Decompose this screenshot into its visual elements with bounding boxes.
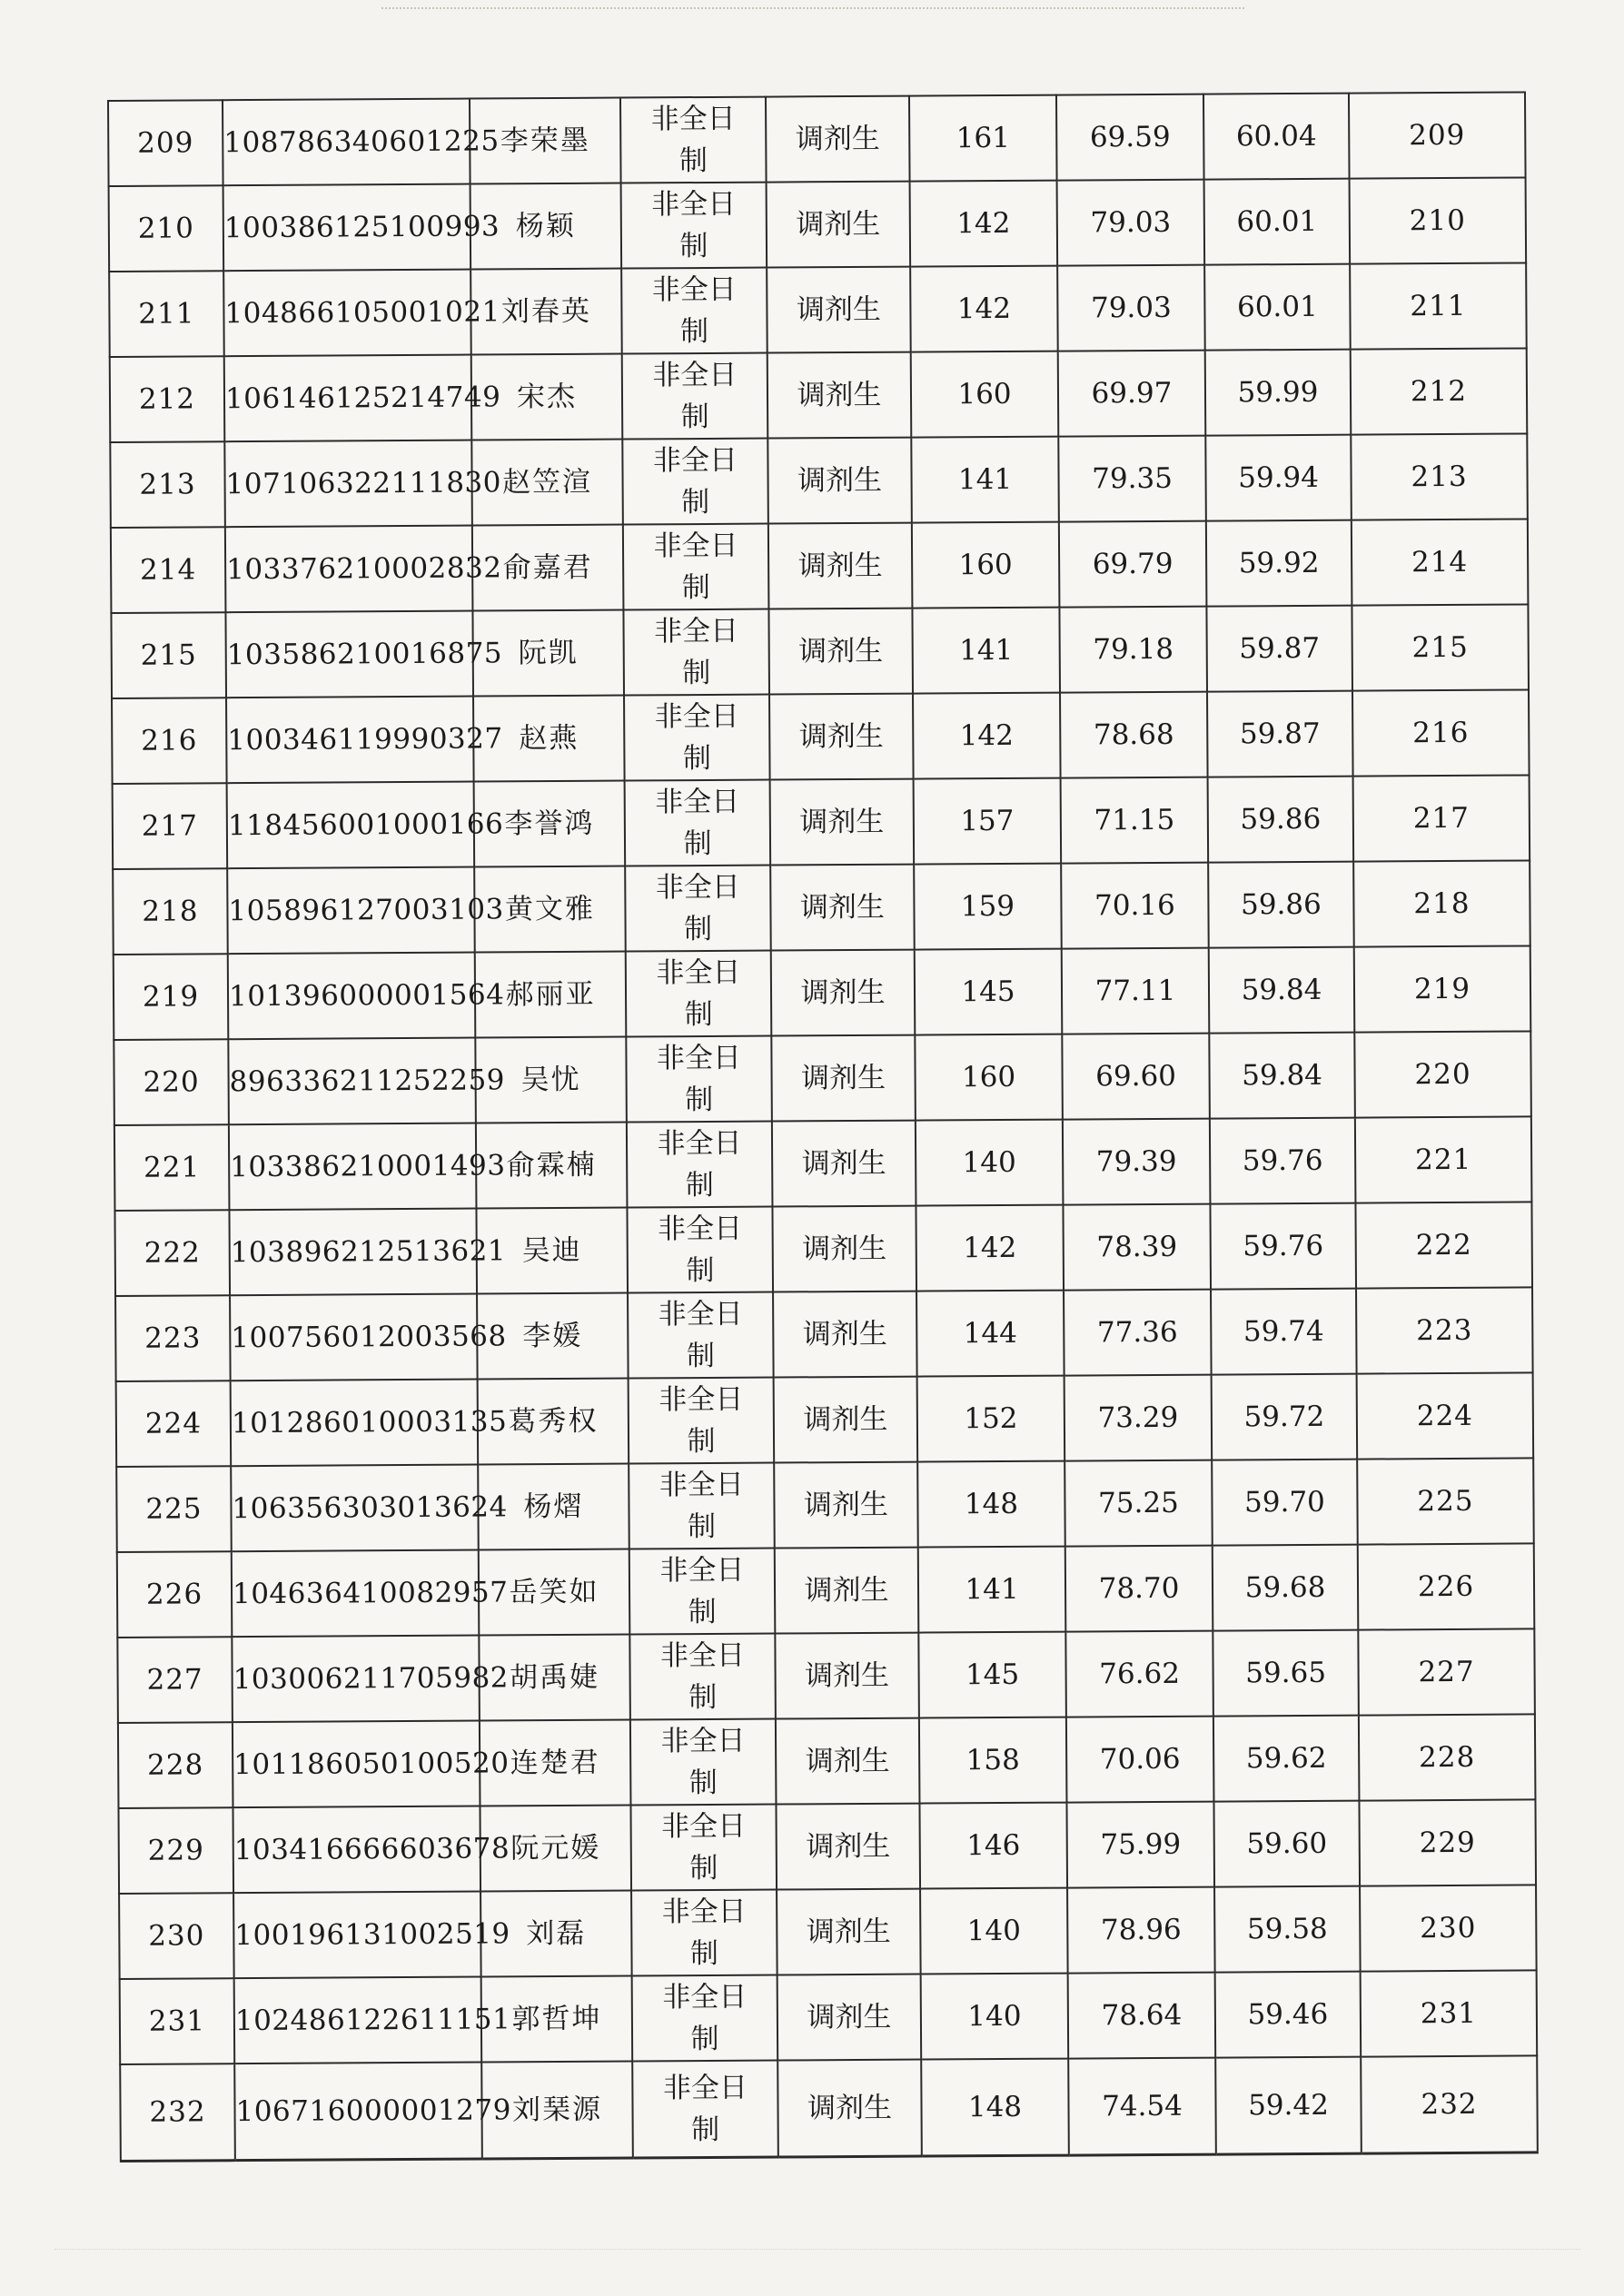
total-score-cell: 59.65	[1213, 1630, 1359, 1717]
total-score-cell: 59.84	[1209, 1033, 1355, 1119]
serial-number-cell: 219	[114, 954, 229, 1040]
table-row	[114, 1116, 1532, 1211]
total-score-cell: 59.74	[1211, 1289, 1357, 1375]
admission-type-cell: 调剂生	[767, 438, 912, 524]
retest-score-cell: 76.62	[1065, 1631, 1213, 1717]
table-row	[120, 2055, 1538, 2161]
study-mode-cell	[623, 524, 769, 610]
initial-score-cell: 148	[917, 1461, 1065, 1548]
admission-type-cell: 调剂生	[774, 1462, 918, 1549]
admission-type-cell: 调剂生	[767, 267, 911, 353]
study-mode-text: 非全日制	[662, 2071, 748, 2147]
serial-number-cell: 211	[109, 271, 224, 357]
initial-score-cell: 141	[911, 437, 1059, 523]
initial-score-cell: 140	[920, 1888, 1068, 1974]
study-mode-cell	[625, 866, 771, 952]
study-mode-cell	[629, 1549, 776, 1635]
initial-score-cell: 159	[914, 864, 1062, 950]
study-mode-cell	[631, 1890, 777, 1976]
study-mode-cell	[627, 1207, 773, 1293]
page-top-edge	[381, 0, 1244, 9]
study-mode-text: 非全日制	[653, 614, 739, 690]
total-score-cell: 59.86	[1208, 862, 1354, 948]
retest-score-cell: 74.54	[1068, 2058, 1216, 2155]
candidate-name-cell: 杨颖	[470, 183, 622, 270]
retest-score-cell: 70.06	[1066, 1717, 1214, 1803]
table-row	[120, 1970, 1538, 2064]
table-row	[118, 1714, 1536, 1808]
total-score-cell: 59.76	[1210, 1118, 1356, 1204]
admission-type-cell: 调剂生	[771, 950, 916, 1036]
total-score-cell: 60.04	[1203, 94, 1350, 180]
admission-type-cell: 调剂生	[770, 779, 915, 866]
rank-cell: 214	[1352, 519, 1529, 605]
admission-type-cell: 调剂生	[770, 865, 915, 951]
candidate-name-cell: 李荣墨	[470, 98, 621, 184]
initial-score-cell: 160	[911, 351, 1059, 438]
table-row	[113, 860, 1530, 955]
serial-number-cell: 220	[114, 1039, 229, 1125]
candidate-name-cell: 赵燕	[473, 696, 625, 782]
rank-cell: 218	[1353, 860, 1530, 946]
retest-score-cell: 77.36	[1064, 1290, 1212, 1376]
serial-number-cell: 230	[119, 1893, 234, 1979]
study-mode-cell	[628, 1292, 774, 1379]
table-row	[115, 1287, 1533, 1381]
table-row	[114, 1202, 1532, 1296]
initial-score-cell: 142	[913, 693, 1061, 779]
table-row	[117, 1628, 1535, 1723]
admission-type-cell: 调剂生	[777, 1974, 922, 2061]
candidate-name-cell: 俞嘉君	[472, 525, 624, 611]
candidate-name-cell: 胡禹婕	[479, 1635, 630, 1721]
serial-number-cell: 209	[108, 100, 223, 186]
study-mode-text: 非全日制	[650, 102, 736, 178]
candidate-id-cell: 102486122611151	[234, 1977, 482, 2064]
study-mode-text: 非全日制	[660, 1724, 746, 1800]
total-score-cell: 59.42	[1215, 2057, 1362, 2154]
study-mode-cell	[629, 1378, 775, 1464]
candidate-id-cell: 103376210002832	[225, 526, 473, 613]
retest-score-cell: 79.03	[1057, 180, 1205, 266]
study-mode-cell	[620, 97, 767, 183]
table-row	[114, 945, 1531, 1040]
rank-cell: 211	[1350, 262, 1527, 349]
total-score-cell: 60.01	[1204, 179, 1351, 265]
study-mode-cell	[632, 1975, 778, 2062]
total-score-cell: 59.62	[1213, 1716, 1360, 1802]
total-score-cell: 59.60	[1213, 1801, 1360, 1887]
initial-score-cell: 148	[921, 2059, 1069, 2156]
study-mode-cell	[623, 609, 769, 696]
study-mode-text: 非全日制	[656, 1041, 742, 1117]
admission-type-cell: 调剂生	[775, 1548, 919, 1634]
total-score-cell: 59.94	[1205, 435, 1352, 521]
candidate-id-cell: 104636410082957	[232, 1550, 480, 1638]
admission-type-cell: 调剂生	[767, 352, 912, 439]
total-score-cell: 59.58	[1214, 1886, 1361, 1973]
admission-type-cell: 调剂生	[768, 609, 913, 695]
candidate-id-cell: 106356303013624	[231, 1465, 479, 1552]
study-mode-cell	[630, 1805, 777, 1891]
candidate-name-cell: 刘春英	[470, 269, 622, 355]
study-mode-text: 非全日制	[661, 1895, 747, 1971]
candidate-name-cell: 赵笠渲	[471, 440, 623, 526]
candidate-id-cell: 105896127003103	[227, 867, 475, 955]
study-mode-text: 非全日制	[659, 1638, 746, 1715]
retest-score-cell: 69.79	[1059, 521, 1207, 608]
candidate-id-cell: 107106322111830	[224, 440, 472, 528]
study-mode-cell	[622, 353, 768, 440]
table-row	[112, 689, 1530, 784]
admission-type-cell: 调剂生	[774, 1377, 918, 1463]
candidate-name-cell: 刘琹源	[481, 2062, 633, 2160]
candidate-name-cell: 葛秀权	[478, 1379, 629, 1465]
study-mode-cell	[626, 951, 772, 1037]
admission-type-cell: 调剂生	[777, 2060, 922, 2157]
total-score-cell: 60.01	[1204, 264, 1351, 351]
candidate-id-cell: 100756012003568	[230, 1294, 478, 1381]
table-row	[111, 604, 1529, 698]
table-row	[113, 775, 1530, 869]
page-bottom-edge	[54, 2249, 1580, 2255]
admission-type-cell: 调剂生	[766, 96, 910, 183]
initial-score-cell: 145	[915, 949, 1063, 1035]
serial-number-cell: 210	[109, 185, 224, 272]
candidate-name-cell: 李誉鸿	[474, 781, 626, 867]
table-row	[109, 262, 1527, 357]
candidate-id-cell: 101396000001564	[228, 953, 476, 1040]
retest-score-cell: 75.99	[1066, 1802, 1214, 1888]
table-row	[118, 1799, 1536, 1894]
rank-cell: 230	[1360, 1885, 1537, 1971]
serial-number-cell: 229	[118, 1807, 233, 1894]
rank-cell: 227	[1358, 1628, 1535, 1715]
retest-score-cell: 78.96	[1067, 1887, 1215, 1974]
candidate-id-cell: 103896212513621	[229, 1209, 477, 1296]
candidate-name-cell: 郝丽亚	[475, 952, 627, 1038]
study-mode-text: 非全日制	[662, 1980, 748, 2056]
study-mode-text: 非全日制	[652, 358, 738, 434]
serial-number-cell: 218	[113, 868, 228, 955]
initial-score-cell: 145	[918, 1632, 1066, 1718]
study-mode-cell	[624, 695, 770, 781]
admission-type-cell: 调剂生	[773, 1292, 917, 1378]
rank-cell: 210	[1350, 177, 1527, 263]
candidate-name-cell: 黄文雅	[474, 866, 626, 953]
table-row	[114, 1031, 1531, 1125]
retest-score-cell: 78.39	[1063, 1204, 1211, 1291]
study-mode-text: 非全日制	[656, 955, 741, 1032]
serial-number-cell: 225	[116, 1466, 232, 1552]
table-row	[111, 519, 1529, 613]
total-score-cell: 59.46	[1215, 1972, 1362, 2058]
rank-cell: 212	[1351, 348, 1528, 434]
admission-type-cell: 调剂生	[772, 1121, 916, 1207]
serial-number-cell: 226	[117, 1551, 233, 1638]
study-mode-cell	[621, 183, 767, 269]
table-body	[108, 92, 1538, 2161]
serial-number-cell: 232	[120, 2063, 235, 2161]
total-score-cell: 59.68	[1213, 1545, 1359, 1631]
rank-cell: 217	[1353, 775, 1530, 861]
initial-score-cell: 140	[916, 1120, 1064, 1206]
rank-cell: 229	[1359, 1799, 1536, 1885]
table-row	[119, 1885, 1537, 1979]
table-row	[116, 1372, 1534, 1467]
rank-cell: 215	[1352, 604, 1529, 690]
table-row	[110, 348, 1528, 442]
initial-score-cell: 158	[919, 1717, 1067, 1804]
rank-cell: 209	[1349, 92, 1526, 178]
retest-score-cell: 69.59	[1056, 94, 1204, 181]
study-mode-cell	[621, 268, 767, 354]
study-mode-text: 非全日制	[659, 1382, 744, 1459]
initial-score-cell: 140	[921, 1974, 1069, 2060]
rank-cell: 220	[1354, 1031, 1531, 1117]
rank-cell: 232	[1361, 2055, 1538, 2153]
total-score-cell: 59.84	[1209, 947, 1355, 1034]
serial-number-cell: 215	[111, 612, 226, 698]
admission-score-table	[107, 91, 1539, 2162]
retest-score-cell: 70.16	[1061, 863, 1209, 949]
candidate-name-cell: 刘磊	[480, 1891, 632, 1977]
initial-score-cell: 160	[915, 1034, 1063, 1121]
table-row	[117, 1543, 1535, 1638]
candidate-id-cell: 100346119990327	[226, 697, 474, 784]
rank-cell: 221	[1355, 1116, 1532, 1202]
candidate-name-cell: 宋杰	[471, 354, 623, 440]
admission-type-cell: 调剂生	[776, 1718, 920, 1805]
initial-score-cell: 152	[917, 1376, 1065, 1462]
retest-score-cell: 78.70	[1065, 1546, 1213, 1632]
initial-score-cell: 157	[914, 778, 1062, 865]
study-mode-text: 非全日制	[659, 1553, 745, 1629]
serial-number-cell: 221	[114, 1124, 230, 1211]
admission-type-cell: 调剂生	[771, 1035, 916, 1122]
initial-score-cell: 141	[912, 608, 1060, 694]
candidate-name-cell: 郭哲坤	[481, 1976, 633, 2063]
candidate-id-cell: 100386125100993	[223, 184, 471, 272]
admission-type-cell: 调剂生	[768, 523, 913, 609]
rank-cell: 224	[1357, 1372, 1534, 1459]
retest-score-cell: 71.15	[1061, 777, 1209, 864]
study-mode-text: 非全日制	[659, 1468, 744, 1544]
retest-score-cell: 79.18	[1059, 607, 1207, 693]
retest-score-cell: 75.25	[1065, 1460, 1213, 1547]
initial-score-cell: 161	[909, 95, 1057, 182]
study-mode-cell	[632, 2061, 778, 2158]
study-mode-cell	[626, 1036, 772, 1123]
candidate-id-cell: 101186050100520	[233, 1721, 480, 1808]
serial-number-cell: 224	[116, 1381, 232, 1467]
candidate-name-cell: 俞霖楠	[476, 1123, 628, 1209]
candidate-name-cell: 杨熠	[478, 1464, 629, 1550]
table-row	[109, 177, 1527, 272]
study-mode-text: 非全日制	[652, 443, 738, 520]
retest-score-cell: 78.68	[1060, 692, 1208, 778]
study-mode-cell	[627, 1122, 773, 1208]
study-mode-cell	[629, 1463, 775, 1549]
rank-cell: 225	[1357, 1458, 1534, 1544]
total-score-cell: 59.72	[1212, 1374, 1358, 1460]
study-mode-cell	[630, 1719, 777, 1806]
serial-number-cell: 217	[113, 783, 228, 869]
serial-number-cell: 223	[115, 1295, 231, 1381]
initial-score-cell: 142	[916, 1205, 1064, 1292]
retest-score-cell: 73.29	[1065, 1375, 1213, 1461]
candidate-id-cell: 101286010003135	[231, 1380, 479, 1467]
candidate-name-cell: 吴迪	[476, 1208, 628, 1294]
total-score-cell: 59.92	[1206, 520, 1352, 607]
table-row	[108, 92, 1526, 186]
admission-type-cell: 调剂生	[767, 182, 911, 268]
admission-type-cell: 调剂生	[776, 1804, 920, 1890]
candidate-name-cell: 阮元媛	[480, 1806, 631, 1892]
study-mode-text: 非全日制	[658, 1297, 743, 1373]
rank-cell: 219	[1354, 945, 1531, 1032]
study-mode-text: 非全日制	[661, 1809, 747, 1885]
serial-number-cell: 213	[110, 441, 225, 528]
retest-score-cell: 69.60	[1062, 1034, 1210, 1120]
candidate-id-cell: 106146125214749	[224, 355, 472, 442]
serial-number-cell: 212	[110, 356, 225, 442]
candidate-name-cell: 吴忧	[475, 1037, 627, 1123]
study-mode-text: 非全日制	[655, 785, 740, 861]
rank-cell: 213	[1351, 433, 1528, 520]
retest-score-cell: 79.03	[1057, 265, 1205, 351]
admission-type-cell: 调剂生	[777, 1889, 921, 1975]
retest-score-cell: 78.64	[1068, 1973, 1216, 2059]
serial-number-cell: 227	[117, 1637, 233, 1723]
serial-number-cell: 214	[111, 527, 226, 613]
rank-cell: 231	[1361, 1970, 1538, 2056]
table-row	[116, 1458, 1534, 1552]
rank-cell: 222	[1355, 1202, 1532, 1288]
serial-number-cell: 222	[114, 1210, 230, 1296]
total-score-cell: 59.87	[1206, 606, 1352, 692]
study-mode-text: 非全日制	[651, 187, 737, 263]
initial-score-cell: 160	[912, 522, 1060, 609]
candidate-id-cell: 104866105001021	[223, 270, 471, 357]
candidate-id-cell: 106716000001279	[234, 2063, 482, 2161]
initial-score-cell: 142	[910, 266, 1058, 352]
serial-number-cell: 228	[118, 1722, 233, 1808]
total-score-cell: 59.99	[1205, 350, 1352, 436]
candidate-id-cell: 100196131002519	[233, 1892, 481, 1979]
retest-score-cell: 79.35	[1058, 436, 1206, 522]
study-mode-cell	[622, 439, 768, 525]
study-mode-text: 非全日制	[655, 870, 740, 946]
candidate-id-cell: 103386210001493	[229, 1123, 477, 1211]
rank-cell: 228	[1359, 1714, 1536, 1800]
serial-number-cell: 216	[112, 698, 227, 784]
study-mode-cell	[625, 780, 771, 866]
candidate-id-cell: 103416666603678	[233, 1806, 480, 1894]
study-mode-text: 非全日制	[651, 272, 737, 349]
total-score-cell: 59.70	[1212, 1460, 1358, 1546]
candidate-id-cell: 103586210016875	[225, 611, 473, 698]
candidate-name-cell: 岳笑如	[479, 1549, 630, 1636]
candidate-name-cell: 连楚君	[480, 1720, 631, 1806]
admission-type-cell: 调剂生	[775, 1633, 919, 1719]
retest-score-cell: 77.11	[1062, 948, 1210, 1034]
serial-number-cell: 231	[120, 1978, 235, 2064]
initial-score-cell: 141	[918, 1547, 1066, 1633]
candidate-id-cell: 108786340601225	[223, 99, 470, 186]
study-mode-text: 非全日制	[654, 699, 739, 776]
study-mode-cell	[629, 1634, 776, 1720]
initial-score-cell: 146	[919, 1803, 1067, 1889]
total-score-cell: 59.76	[1210, 1203, 1356, 1290]
total-score-cell: 59.86	[1208, 777, 1354, 863]
rank-cell: 226	[1358, 1543, 1535, 1629]
candidate-id-cell: 896336211252259	[228, 1038, 476, 1125]
retest-score-cell: 79.39	[1063, 1119, 1211, 1205]
study-mode-text: 非全日制	[657, 1126, 742, 1202]
admission-type-cell: 调剂生	[769, 694, 914, 780]
candidate-name-cell: 阮凯	[472, 610, 624, 697]
initial-score-cell: 142	[910, 181, 1058, 267]
rank-cell: 223	[1356, 1287, 1533, 1373]
initial-score-cell: 144	[916, 1291, 1065, 1377]
study-mode-text: 非全日制	[657, 1212, 743, 1288]
total-score-cell: 59.87	[1207, 691, 1353, 777]
retest-score-cell: 69.97	[1058, 351, 1206, 437]
candidate-name-cell: 李媛	[477, 1293, 629, 1380]
table-row	[110, 433, 1528, 528]
admission-type-cell: 调剂生	[772, 1206, 916, 1292]
candidate-id-cell: 118456001000166	[227, 782, 475, 869]
study-mode-text: 非全日制	[653, 529, 738, 605]
rank-cell: 216	[1352, 689, 1530, 776]
candidate-id-cell: 103006211705982	[232, 1636, 480, 1723]
